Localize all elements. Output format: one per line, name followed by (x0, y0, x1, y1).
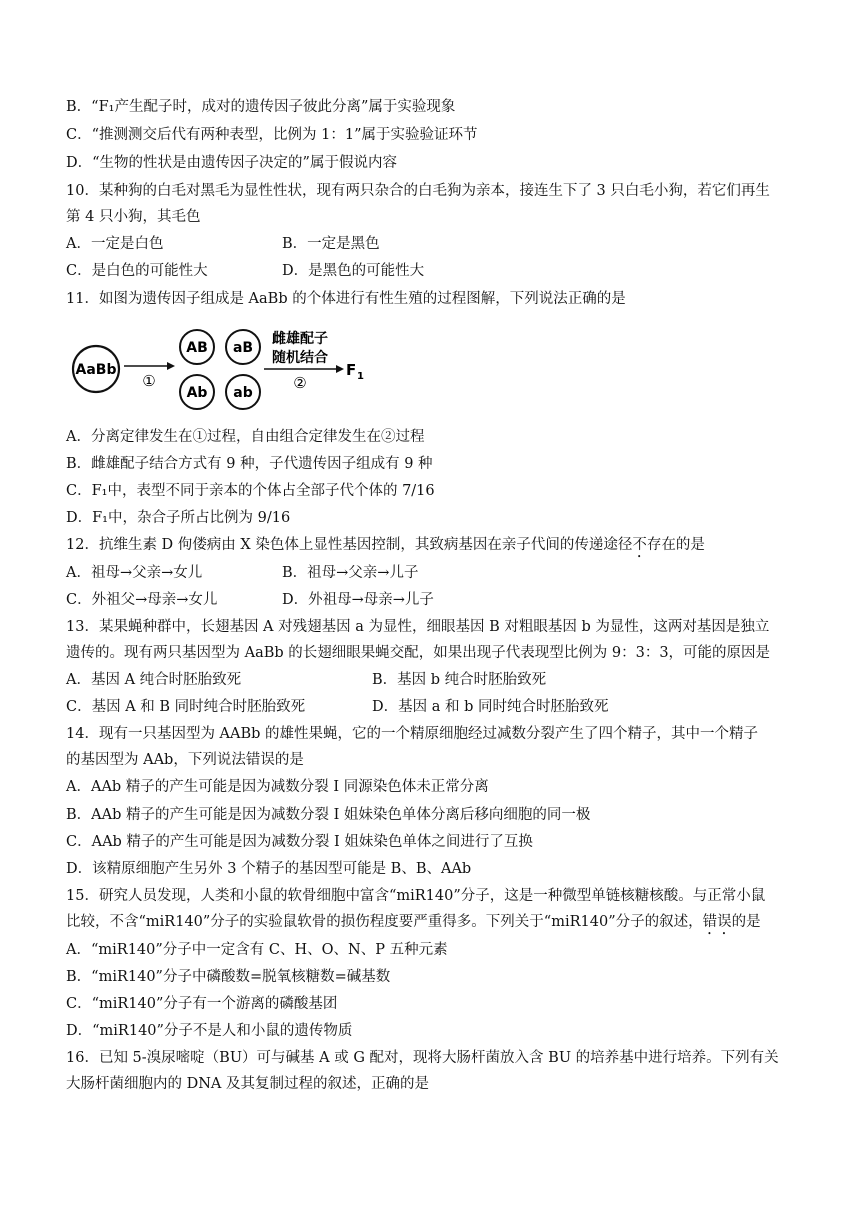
q15-stem-line1: 15．研究人员发现，人类和小鼠的软骨细胞中富含“miR140”分子，这是一种微型单链核糖核酸。与正常小鼠 (66, 888, 766, 904)
q13-option-c: C．基因 A 和 B 同时纯合时胚胎致死 (66, 699, 306, 715)
q10-option-c: C．是白色的可能性大 (66, 263, 208, 279)
q13-option-b: B．基因 b 纯合时胚胎致死 (372, 672, 547, 688)
step2-label: ② (293, 374, 307, 392)
gamete-label: aB (232, 340, 254, 356)
q15-option-b: B．“miR140”分子中磷酸数=脱氧核糖数=碱基数 (66, 969, 391, 985)
q14-option-c: C．AAb 精子的产生可能是因为减数分裂 I 姐妹染色单体之间进行了互换 (66, 834, 533, 850)
q11-option-c: C．F₁中，表型不同于亲本的个体占全部子代个体的 7/16 (66, 483, 435, 499)
q12-option-d: D．外祖母→母亲→儿子 (282, 592, 434, 608)
q14-stem-line2: 的基因型为 AAb，下列说法错误的是 (66, 752, 304, 768)
q11-stem: 11．如图为遗传因子组成是 AaBb 的个体进行有性生殖的过程图解，下列说法正确的是 (66, 291, 626, 307)
q12-option-b: B．祖母→父亲→儿子 (282, 565, 419, 581)
q14-option-b: B．AAb 精子的产生可能是因为减数分裂 I 姐妹染色单体分离后移向细胞的同一极 (66, 807, 591, 823)
q12-option-a: A．祖母→父亲→女儿 (66, 565, 203, 581)
q14-option-a: A．AAb 精子的产生可能是因为减数分裂 I 同源染色体未正常分离 (66, 779, 489, 795)
q15-option-c: C．“miR140”分子有一个游离的磷酸基团 (66, 996, 338, 1012)
q13-option-d: D．基因 a 和 b 同时纯合时胚胎致死 (372, 699, 609, 715)
q16-stem-line1: 16．已知 5-溴尿嘧啶（BU）可与碱基 A 或 G 配对，现将大肠杆菌放入含 BU 的培养基中进行培养。下列有关 (66, 1050, 779, 1066)
q9-option-b: B．“F₁产生配子时，成对的遗传因子彼此分离”属于实验现象 (66, 99, 456, 115)
q15-option-a: A．“miR140”分子中一定含有 C、H、O、N、P 五种元素 (66, 942, 448, 958)
q10-stem-line1: 10．某种狗的白毛对黑毛为显性性状，现有两只杂合的白毛狗为亲本，接连生下了 3 只白毛小狗，若它们再生 (66, 183, 770, 199)
step2-top-label: 雌雄配子 (272, 331, 328, 347)
q12-stem: 12．抗维生素 D 佝偻病由 X 染色体上显性基因控制，其致病基因在亲子代间的传递途径不存在的是 (66, 537, 705, 553)
emphasis-mark: 错误 (702, 914, 732, 930)
q10-option-a: A．一定是白色 (66, 236, 164, 252)
gamete-diagram (66, 322, 386, 416)
q13-stem-line1: 13．某果蝇种群中，长翅基因 A 对残翅基因 a 为显性，细眼基因 B 对粗眼基因 b 为显性，这两对基因是独立 (66, 619, 770, 635)
step2-bottom-label: 随机结合 (272, 350, 328, 366)
q12-option-c: C．外祖父→母亲→女儿 (66, 592, 218, 608)
q10-stem-line2: 第 4 只小狗，其毛色 (66, 209, 201, 225)
gamete-label: ab (233, 385, 253, 401)
q9-option-d: D．“生物的性状是由遗传因子决定的”属于假说内容 (66, 155, 397, 171)
gamete-label: AB (186, 340, 208, 356)
q9-option-c: C．“推测测交后代有两种表型，比例为 1：1”属于实验验证环节 (66, 127, 478, 143)
parent-label: AaBb (75, 362, 117, 378)
q13-option-a: A．基因 A 纯合时胚胎致死 (66, 672, 242, 688)
q14-option-d: D．该精原细胞产生另外 3 个精子的基因型可能是 B、B、AAb (66, 861, 472, 877)
emphasis-mark: 不 (632, 537, 647, 553)
result-label: F (346, 361, 357, 379)
q15-stem-line2: 比较，不含“miR140”分子的实验鼠软骨的损伤程度要严重得多。下列关于“miR140”分子的叙述，错误的是 (66, 914, 761, 930)
result-subscript: 1 (357, 371, 364, 382)
q11-option-d: D．F₁中，杂合子所占比例为 9/16 (66, 510, 291, 526)
q16-stem-line2: 大肠杆菌细胞内的 DNA 及其复制过程的叙述，正确的是 (66, 1076, 430, 1092)
gamete-label: Ab (186, 385, 208, 401)
q10-option-d: D．是黑色的可能性大 (282, 263, 425, 279)
q15-option-d: D．“miR140”分子不是人和小鼠的遗传物质 (66, 1023, 353, 1039)
q13-stem-line2: 遗传的。现有两只基因型为 AaBb 的长翅细眼果蝇交配，如果出现子代表现型比例为 9：3：3，可能的原因是 (66, 645, 771, 661)
q10-option-b: B．一定是黑色 (282, 236, 380, 252)
q11-option-a: A．分离定律发生在①过程，自由组合定律发生在②过程 (66, 429, 425, 445)
q14-stem-line1: 14．现有一只基因型为 AABb 的雄性果蝇，它的一个精原细胞经过减数分裂产生了四个精子，其中一个精子 (66, 726, 759, 742)
q11-option-b: B．雌雄配子结合方式有 9 种，子代遗传因子组成有 9 种 (66, 456, 433, 472)
step1-label: ① (142, 372, 156, 390)
